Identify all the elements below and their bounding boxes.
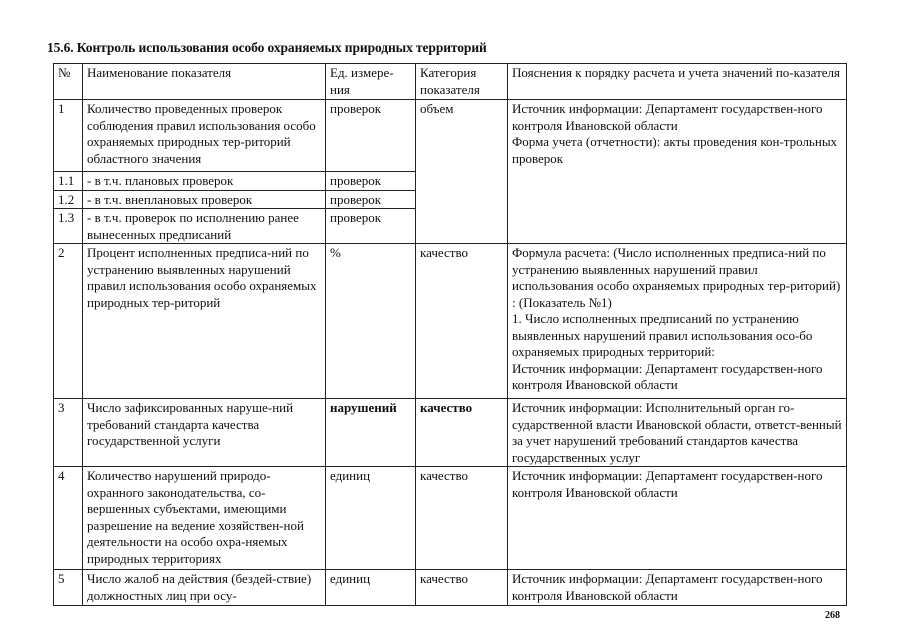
row-num: 2	[54, 244, 83, 399]
section-heading: 15.6. Контроль использования особо охраняемых природных территорий	[47, 40, 487, 55]
header-num: №	[54, 64, 83, 100]
row-name: - в т.ч. плановых проверок	[83, 172, 326, 191]
table-row	[54, 244, 847, 399]
row-notes: Источник информации: Департамент государствен-ного контроля Ивановской области	[508, 467, 847, 570]
row-num: 3	[54, 399, 83, 467]
page-number: 268	[825, 610, 840, 621]
row-unit: проверок	[326, 190, 416, 209]
row-name: Процент исполненных предписа-ний по устранению выявленных нарушений правил использования особо охраняемых природных тер-риторий	[83, 244, 326, 399]
row-unit: проверок	[326, 100, 416, 172]
row-num: 4	[54, 467, 83, 570]
table-row	[54, 467, 847, 570]
header-category: Категория показателя	[416, 64, 508, 100]
table-header-row	[54, 64, 847, 100]
indicators-table	[53, 63, 847, 606]
row-notes: Источник информации: Исполнительный орган го-сударственной власти Ивановской области, ответст-венный за учет нарушений требований стандартов качества государственных услуг	[508, 399, 847, 467]
row-unit: единиц	[326, 570, 416, 606]
row-num: 1.1	[54, 172, 83, 191]
row-category: качество	[416, 570, 508, 606]
row-unit: проверок	[326, 172, 416, 191]
row-name: Число жалоб на действия (бездей-ствие) должностных лиц при осу-	[83, 570, 326, 606]
row-category: объем	[416, 100, 508, 244]
row-unit: проверок	[326, 209, 416, 244]
row-num: 1.2	[54, 190, 83, 209]
row-notes: Источник информации: Департамент государствен-ного контроля Ивановской области Форма учета (отчетности): акты проведения кон-трольных проверок	[508, 100, 847, 244]
row-notes: Источник информации: Департамент государствен-ного контроля Ивановской области	[508, 570, 847, 606]
table-row	[54, 100, 847, 172]
row-name: Количество нарушений природо-охранного законодательства, со-вершенных субъектами, имеющими разрешение на ведение хозяйствен-ной деятельности на особо охра-няемых природных территориях	[83, 467, 326, 570]
row-name: Число зафиксированных наруше-ний требований стандарта качества государственной услуги	[83, 399, 326, 467]
table-row	[54, 570, 847, 606]
header-name: Наименование показателя	[83, 64, 326, 100]
row-name: - в т.ч. внеплановых проверок	[83, 190, 326, 209]
header-unit: Ед. измере-ния	[326, 64, 416, 100]
row-category: качество	[416, 399, 508, 467]
row-category: качество	[416, 244, 508, 399]
header-notes: Пояснения к порядку расчета и учета значений по-казателя	[508, 64, 847, 100]
row-num: 1.3	[54, 209, 83, 244]
row-category: качество	[416, 467, 508, 570]
row-unit: %	[326, 244, 416, 399]
row-num: 5	[54, 570, 83, 606]
row-unit: нарушений	[326, 399, 416, 467]
row-unit: единиц	[326, 467, 416, 570]
row-name: Количество проведенных проверок соблюдения правил использования особо охраняемых природных тер-риторий областного значения	[83, 100, 326, 172]
table-row	[54, 399, 847, 467]
row-name: - в т.ч. проверок по исполнению ранее вынесенных предписаний	[83, 209, 326, 244]
row-num: 1	[54, 100, 83, 172]
row-notes: Формула расчета: (Число исполненных предписа-ний по устранению выявленных нарушений правил использования особо охраняемых природных тер-риторий) : (Показатель №1) 1. Число исполненных предписаний по устранению выявленных нарушений правил использования осо-бо охраняемых природных территорий: Источник информации: Департамент государствен-ного контроля Ивановской области	[508, 244, 847, 399]
